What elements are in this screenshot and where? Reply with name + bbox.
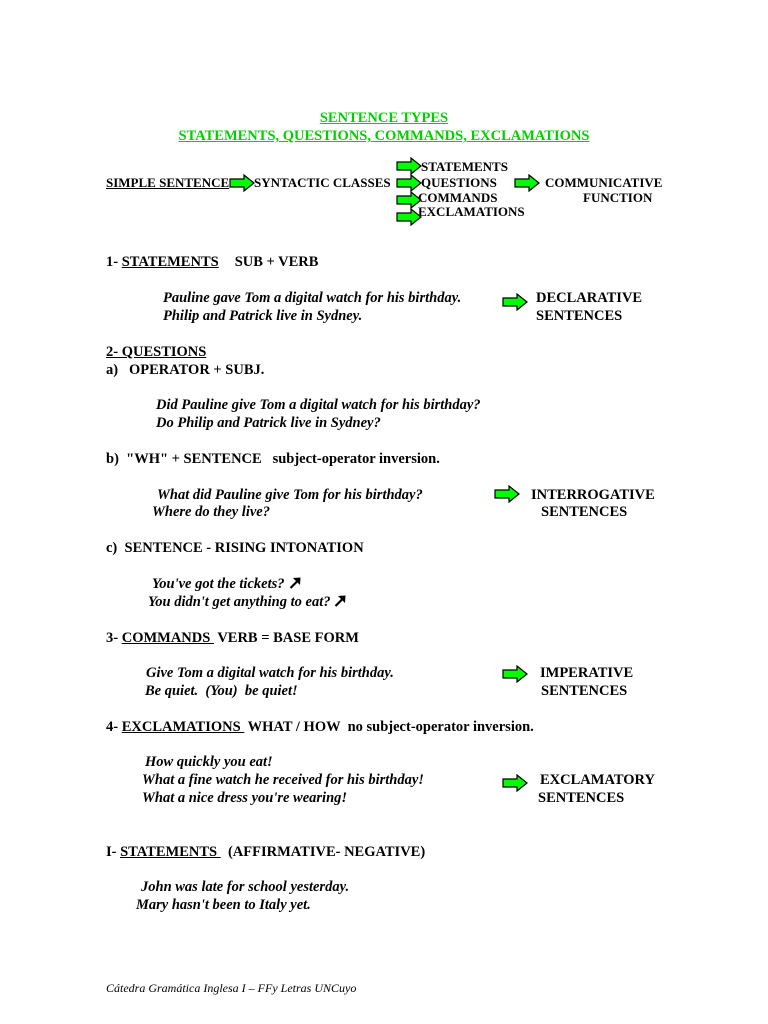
result-label: SENTENCES [541,683,628,699]
example-sentence: Where do they live? [152,504,270,520]
class-questions: QUESTIONS [421,175,497,190]
page-footer: Cátedra Gramática Inglesa I – FFy Letras UNCuyo [106,981,357,995]
result-label: IMPERATIVE [540,665,634,681]
example-sentence: Pauline gave Tom a digital watch for his birthday. [163,290,462,306]
section-number: I- [106,844,121,860]
section-rule: WHAT / HOW no subject-operator inversion. [244,719,534,735]
section-4-heading [106,719,534,736]
section-rule: VERB = BASE FORM [213,630,359,646]
example-sentence: What a nice dress you're wearing! [142,790,348,806]
example-sentence: Philip and Patrick live in Sydney. [163,308,363,324]
section-3-heading [106,630,359,647]
class-statements: STATEMENTS [421,159,508,174]
section-title: STATEMENTS [121,254,219,270]
right-arrow-icon [229,174,255,192]
function-label: FUNCTION [583,190,653,205]
syntactic-classes-label: SYNTACTIC CLASSES [254,175,391,190]
example-sentence: Did Pauline give Tom a digital watch for his birthday? [156,397,481,413]
result-label: SENTENCES [541,504,628,520]
example-text: You've got the tickets? [152,576,285,592]
section-1-heading [106,254,318,271]
right-arrow-icon [502,774,528,792]
class-exclamations: EXCLAMATIONS [418,204,525,219]
section-title: EXCLAMATIONS [121,719,245,735]
subsection-a-label: a) OPERATOR + SUBJ. [106,362,265,378]
example-sentence: Give Tom a digital watch for his birthday. [146,665,394,681]
title-line-2: STATEMENTS, QUESTIONS, COMMANDS, EXCLAMATIONS [178,128,590,144]
subsection-c-label: c) SENTENCE - RISING INTONATION [106,540,364,556]
right-arrow-icon [514,174,540,192]
section-2-heading: 2- QUESTIONS [106,344,207,360]
section-i-heading [106,844,425,861]
right-arrow-icon [502,665,528,683]
section-rule: SUB + VERB [234,254,319,270]
example-sentence: What a fine watch he received for his birthday! [142,772,424,788]
section-title: STATEMENTS [120,844,221,860]
result-label: INTERROGATIVE [531,487,655,503]
section-title: COMMANDS [121,630,214,646]
result-label: EXCLAMATORY [540,772,655,788]
simple-sentence-label: SIMPLE SENTENCE [106,175,230,190]
communicative-label: COMMUNICATIVE [545,175,663,190]
right-arrow-icon [396,157,422,175]
section-number: 1- [106,254,122,270]
result-label: SENTENCES [536,308,623,324]
result-label: DECLARATIVE [536,290,643,306]
title-line-1: SENTENCE TYPES [319,110,449,126]
example-sentence [152,576,302,593]
right-arrow-icon [494,485,520,503]
example-text: You didn't get anything to eat? [148,594,331,610]
example-sentence: What did Pauline give Tom for his birthday? [157,487,423,503]
subsection-b-label: b) "WH" + SENTENCE subject-operator inversion. [106,451,440,467]
rising-intonation-icon [289,576,302,589]
example-sentence: Be quiet. (You) be quiet! [145,683,298,699]
section-number: 4- [106,719,122,735]
class-commands: COMMANDS [418,190,498,205]
section-number: 3- [106,630,122,646]
example-sentence: John was late for school yesterday. [141,879,350,895]
example-sentence: How quickly you eat! [145,754,273,770]
example-sentence [148,594,347,611]
example-sentence: Do Philip and Patrick live in Sydney? [156,415,381,431]
right-arrow-icon [502,293,528,311]
rising-intonation-icon [334,594,347,607]
result-label: SENTENCES [538,790,625,806]
example-sentence: Mary hasn't been to Italy yet. [136,897,311,913]
section-rule: (AFFIRMATIVE- NEGATIVE) [220,844,426,860]
